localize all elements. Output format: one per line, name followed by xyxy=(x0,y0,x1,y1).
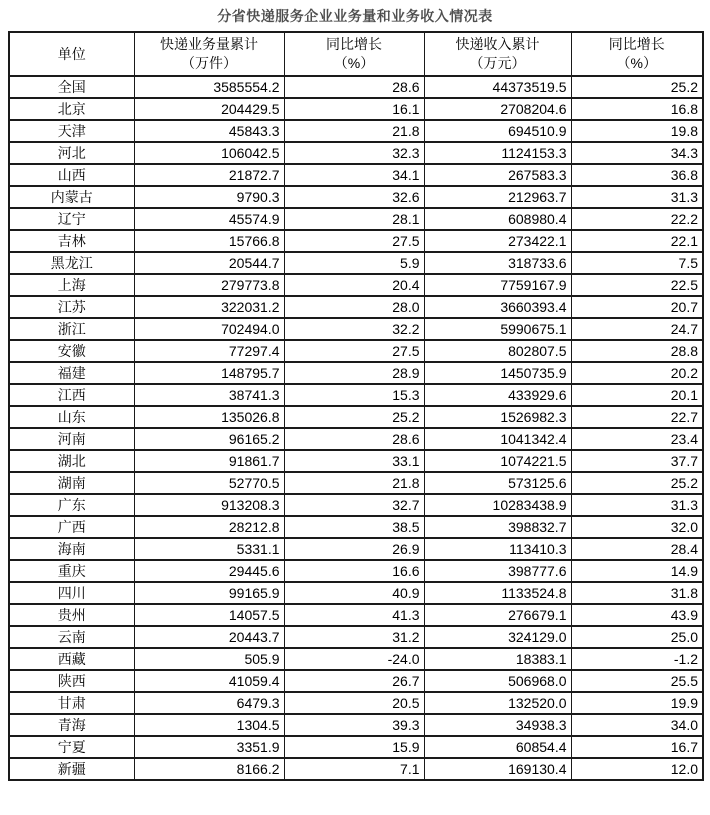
revenue-growth-cell: 32.0 xyxy=(571,516,703,538)
volume-growth-cell: 28.6 xyxy=(284,76,424,98)
volume-growth-cell: 27.5 xyxy=(284,340,424,362)
volume-cell: 5331.1 xyxy=(134,538,284,560)
volume-growth-cell: 32.7 xyxy=(284,494,424,516)
volume-cell: 148795.7 xyxy=(134,362,284,384)
table-row xyxy=(9,582,703,604)
table-row xyxy=(9,670,703,692)
volume-growth-cell: 31.2 xyxy=(284,626,424,648)
revenue-cell: 398777.6 xyxy=(424,560,571,582)
table-row xyxy=(9,648,703,670)
region-cell: 广西 xyxy=(9,516,134,538)
volume-growth-cell: 27.5 xyxy=(284,230,424,252)
column-header-sublabel: （万件） xyxy=(181,55,237,71)
revenue-cell: 132520.0 xyxy=(424,692,571,714)
table-row xyxy=(9,450,703,472)
volume-growth-cell: 32.2 xyxy=(284,318,424,340)
region-cell: 贵州 xyxy=(9,604,134,626)
column-header-label: 同比增长 xyxy=(326,36,382,52)
revenue-growth-cell: 14.9 xyxy=(571,560,703,582)
revenue-growth-cell: 28.8 xyxy=(571,340,703,362)
volume-cell: 28212.8 xyxy=(134,516,284,538)
revenue-cell: 3660393.4 xyxy=(424,296,571,318)
revenue-cell: 169130.4 xyxy=(424,758,571,780)
region-cell: 江西 xyxy=(9,384,134,406)
column-header-label: 单位 xyxy=(57,45,86,62)
region-cell: 云南 xyxy=(9,626,134,648)
revenue-cell: 398832.7 xyxy=(424,516,571,538)
region-cell: 山西 xyxy=(9,164,134,186)
region-cell: 四川 xyxy=(9,582,134,604)
volume-cell: 99165.9 xyxy=(134,582,284,604)
volume-growth-cell: -24.0 xyxy=(284,648,424,670)
volume-cell: 21872.7 xyxy=(134,164,284,186)
revenue-cell: 324129.0 xyxy=(424,626,571,648)
table-row xyxy=(9,472,703,494)
region-cell: 辽宁 xyxy=(9,208,134,230)
revenue-cell: 1133524.8 xyxy=(424,582,571,604)
revenue-growth-cell: 7.5 xyxy=(571,252,703,274)
table-row xyxy=(9,538,703,560)
table-row xyxy=(9,274,703,296)
volume-cell: 45574.9 xyxy=(134,208,284,230)
table-row xyxy=(9,76,703,98)
revenue-cell: 1074221.5 xyxy=(424,450,571,472)
column-header-label: 同比增长 xyxy=(608,36,665,52)
column-header-label: 快递业务量累计 xyxy=(160,36,258,52)
table-row xyxy=(9,318,703,340)
volume-growth-cell: 25.2 xyxy=(284,406,424,428)
volume-growth-cell: 28.9 xyxy=(284,362,424,384)
table-row xyxy=(9,296,703,318)
province-express-table xyxy=(8,31,704,781)
revenue-cell: 34938.3 xyxy=(424,714,571,736)
region-cell: 重庆 xyxy=(9,560,134,582)
column-header-volume xyxy=(134,32,284,76)
revenue-growth-cell: 23.4 xyxy=(571,428,703,450)
revenue-growth-cell: 25.5 xyxy=(571,670,703,692)
region-cell: 安徽 xyxy=(9,340,134,362)
volume-cell: 204429.5 xyxy=(134,98,284,120)
volume-cell: 8166.2 xyxy=(134,758,284,780)
header-row xyxy=(9,32,703,76)
revenue-growth-cell: 25.2 xyxy=(571,76,703,98)
revenue-growth-cell: 19.9 xyxy=(571,692,703,714)
region-cell: 青海 xyxy=(9,714,134,736)
revenue-growth-cell: 36.8 xyxy=(571,164,703,186)
column-header-revenue-growth xyxy=(571,32,703,76)
table-row xyxy=(9,340,703,362)
column-header-label: 快递收入累计 xyxy=(455,36,540,52)
table-row xyxy=(9,714,703,736)
revenue-cell: 433929.6 xyxy=(424,384,571,406)
table-row xyxy=(9,494,703,516)
revenue-cell: 1526982.3 xyxy=(424,406,571,428)
volume-growth-cell: 39.3 xyxy=(284,714,424,736)
revenue-cell: 608980.4 xyxy=(424,208,571,230)
revenue-growth-cell: -1.2 xyxy=(571,648,703,670)
revenue-growth-cell: 28.4 xyxy=(571,538,703,560)
revenue-cell: 212963.7 xyxy=(424,186,571,208)
volume-cell: 52770.5 xyxy=(134,472,284,494)
volume-cell: 6479.3 xyxy=(134,692,284,714)
volume-cell: 14057.5 xyxy=(134,604,284,626)
region-cell: 江苏 xyxy=(9,296,134,318)
revenue-cell: 18383.1 xyxy=(424,648,571,670)
revenue-cell: 276679.1 xyxy=(424,604,571,626)
table-row xyxy=(9,384,703,406)
revenue-growth-cell: 22.2 xyxy=(571,208,703,230)
region-cell: 湖北 xyxy=(9,450,134,472)
table-row xyxy=(9,208,703,230)
volume-cell: 505.9 xyxy=(134,648,284,670)
revenue-growth-cell: 22.7 xyxy=(571,406,703,428)
revenue-cell: 7759167.9 xyxy=(424,274,571,296)
revenue-cell: 113410.3 xyxy=(424,538,571,560)
volume-cell: 91861.7 xyxy=(134,450,284,472)
volume-cell: 38741.3 xyxy=(134,384,284,406)
revenue-cell: 1450735.9 xyxy=(424,362,571,384)
volume-growth-cell: 15.9 xyxy=(284,736,424,758)
volume-growth-cell: 32.6 xyxy=(284,186,424,208)
region-cell: 陕西 xyxy=(9,670,134,692)
table-row xyxy=(9,164,703,186)
page-title: 分省快递服务企业业务量和业务收入情况表 xyxy=(217,8,493,24)
revenue-growth-cell: 31.3 xyxy=(571,494,703,516)
volume-cell: 15766.8 xyxy=(134,230,284,252)
revenue-growth-cell: 31.8 xyxy=(571,582,703,604)
volume-cell: 29445.6 xyxy=(134,560,284,582)
region-cell: 山东 xyxy=(9,406,134,428)
column-header-unit xyxy=(9,32,134,76)
revenue-growth-cell: 22.1 xyxy=(571,230,703,252)
region-cell: 甘肃 xyxy=(9,692,134,714)
revenue-growth-cell: 24.7 xyxy=(571,318,703,340)
volume-cell: 45843.3 xyxy=(134,120,284,142)
volume-growth-cell: 21.8 xyxy=(284,120,424,142)
revenue-cell: 5990675.1 xyxy=(424,318,571,340)
revenue-growth-cell: 43.9 xyxy=(571,604,703,626)
table-row xyxy=(9,626,703,648)
revenue-growth-cell: 22.5 xyxy=(571,274,703,296)
volume-growth-cell: 28.6 xyxy=(284,428,424,450)
revenue-growth-cell: 20.2 xyxy=(571,362,703,384)
region-cell: 河南 xyxy=(9,428,134,450)
table-row xyxy=(9,142,703,164)
region-cell: 浙江 xyxy=(9,318,134,340)
revenue-cell: 60854.4 xyxy=(424,736,571,758)
region-cell: 上海 xyxy=(9,274,134,296)
volume-cell: 20544.7 xyxy=(134,252,284,274)
volume-growth-cell: 21.8 xyxy=(284,472,424,494)
table-row xyxy=(9,516,703,538)
revenue-cell: 273422.1 xyxy=(424,230,571,252)
volume-growth-cell: 33.1 xyxy=(284,450,424,472)
table-row xyxy=(9,736,703,758)
table-header xyxy=(9,32,703,76)
region-cell: 天津 xyxy=(9,120,134,142)
volume-cell: 77297.4 xyxy=(134,340,284,362)
volume-cell: 913208.3 xyxy=(134,494,284,516)
volume-cell: 41059.4 xyxy=(134,670,284,692)
revenue-growth-cell: 25.2 xyxy=(571,472,703,494)
revenue-growth-cell: 19.8 xyxy=(571,120,703,142)
volume-cell: 702494.0 xyxy=(134,318,284,340)
table-row xyxy=(9,186,703,208)
volume-cell: 1304.5 xyxy=(134,714,284,736)
volume-growth-cell: 41.3 xyxy=(284,604,424,626)
table-row xyxy=(9,362,703,384)
region-cell: 北京 xyxy=(9,98,134,120)
revenue-growth-cell: 12.0 xyxy=(571,758,703,780)
region-cell: 黑龙江 xyxy=(9,252,134,274)
table-row xyxy=(9,692,703,714)
region-cell: 吉林 xyxy=(9,230,134,252)
revenue-cell: 573125.6 xyxy=(424,472,571,494)
table-row xyxy=(9,230,703,252)
table-row xyxy=(9,252,703,274)
region-cell: 西藏 xyxy=(9,648,134,670)
volume-cell: 322031.2 xyxy=(134,296,284,318)
volume-cell: 9790.3 xyxy=(134,186,284,208)
revenue-growth-cell: 25.0 xyxy=(571,626,703,648)
region-cell: 湖南 xyxy=(9,472,134,494)
revenue-cell: 267583.3 xyxy=(424,164,571,186)
revenue-cell: 1041342.4 xyxy=(424,428,571,450)
volume-cell: 96165.2 xyxy=(134,428,284,450)
region-cell: 宁夏 xyxy=(9,736,134,758)
revenue-growth-cell: 34.0 xyxy=(571,714,703,736)
volume-growth-cell: 38.5 xyxy=(284,516,424,538)
revenue-cell: 44373519.5 xyxy=(424,76,571,98)
column-header-sublabel: （%） xyxy=(616,55,657,71)
region-cell: 广东 xyxy=(9,494,134,516)
region-cell: 全国 xyxy=(9,76,134,98)
volume-growth-cell: 32.3 xyxy=(284,142,424,164)
volume-cell: 3585554.2 xyxy=(134,76,284,98)
column-header-volume-growth xyxy=(284,32,424,76)
volume-growth-cell: 26.9 xyxy=(284,538,424,560)
revenue-cell: 694510.9 xyxy=(424,120,571,142)
table-row xyxy=(9,98,703,120)
volume-growth-cell: 20.4 xyxy=(284,274,424,296)
revenue-growth-cell: 31.3 xyxy=(571,186,703,208)
volume-growth-cell: 5.9 xyxy=(284,252,424,274)
volume-growth-cell: 15.3 xyxy=(284,384,424,406)
revenue-growth-cell: 34.3 xyxy=(571,142,703,164)
volume-growth-cell: 40.9 xyxy=(284,582,424,604)
region-cell: 新疆 xyxy=(9,758,134,780)
table-row xyxy=(9,120,703,142)
volume-growth-cell: 28.1 xyxy=(284,208,424,230)
revenue-cell: 10283438.9 xyxy=(424,494,571,516)
volume-cell: 20443.7 xyxy=(134,626,284,648)
revenue-cell: 2708204.6 xyxy=(424,98,571,120)
volume-growth-cell: 26.7 xyxy=(284,670,424,692)
table-row xyxy=(9,604,703,626)
revenue-cell: 1124153.3 xyxy=(424,142,571,164)
volume-growth-cell: 20.5 xyxy=(284,692,424,714)
revenue-growth-cell: 16.8 xyxy=(571,98,703,120)
revenue-cell: 802807.5 xyxy=(424,340,571,362)
volume-growth-cell: 16.6 xyxy=(284,560,424,582)
region-cell: 内蒙古 xyxy=(9,186,134,208)
region-cell: 福建 xyxy=(9,362,134,384)
column-header-sublabel: （%） xyxy=(333,55,375,71)
revenue-growth-cell: 20.7 xyxy=(571,296,703,318)
revenue-growth-cell: 37.7 xyxy=(571,450,703,472)
revenue-growth-cell: 16.7 xyxy=(571,736,703,758)
volume-cell: 106042.5 xyxy=(134,142,284,164)
table-row xyxy=(9,406,703,428)
revenue-growth-cell: 20.1 xyxy=(571,384,703,406)
volume-growth-cell: 34.1 xyxy=(284,164,424,186)
table-body xyxy=(9,76,703,780)
column-header-sublabel: （万元） xyxy=(469,55,526,71)
revenue-cell: 318733.6 xyxy=(424,252,571,274)
volume-growth-cell: 16.1 xyxy=(284,98,424,120)
volume-growth-cell: 7.1 xyxy=(284,758,424,780)
region-cell: 河北 xyxy=(9,142,134,164)
column-header-revenue xyxy=(424,32,571,76)
table-row xyxy=(9,428,703,450)
region-cell: 海南 xyxy=(9,538,134,560)
volume-cell: 135026.8 xyxy=(134,406,284,428)
volume-growth-cell: 28.0 xyxy=(284,296,424,318)
revenue-cell: 506968.0 xyxy=(424,670,571,692)
table-row xyxy=(9,560,703,582)
volume-cell: 279773.8 xyxy=(134,274,284,296)
table-row xyxy=(9,758,703,780)
volume-cell: 3351.9 xyxy=(134,736,284,758)
